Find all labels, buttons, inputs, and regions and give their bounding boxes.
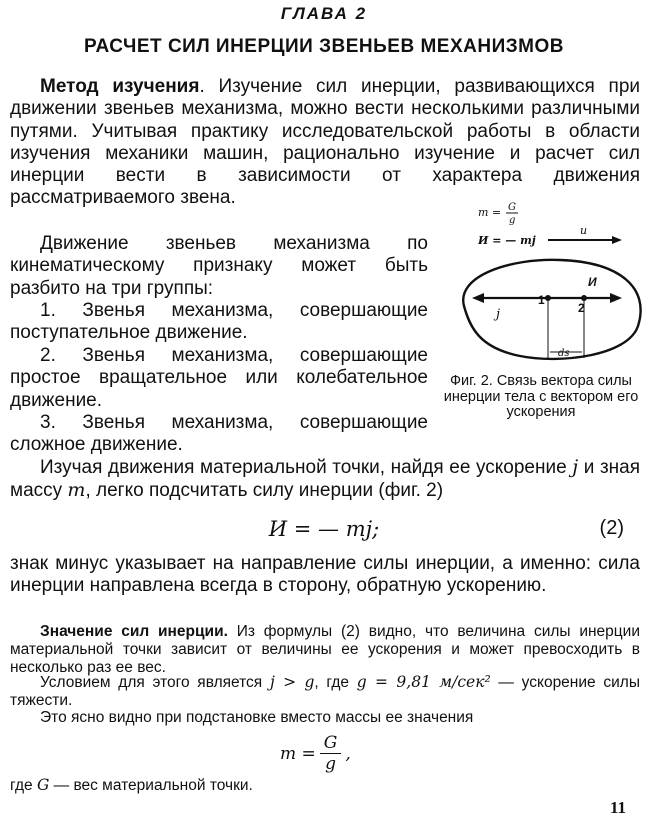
- intro-text: . Изучение сил инерции, развивающихся при движении звеньев механизма, можно вести несколькими различными путями. Учитывая практику исследовательской работы в области изучения механики машин, рационально изучение и расчет сил инерции вести в зависимости от характера движения рассматриваемого звена.: [10, 76, 641, 209]
- var-G: G: [36, 776, 50, 794]
- value-paragraph: [10, 623, 640, 677]
- formula-number: (2): [599, 517, 624, 539]
- formula-mass: [280, 733, 351, 774]
- study-text-3: , легко подсчитать силу инерции (фиг. 2): [85, 480, 444, 502]
- study-paragraph: [10, 456, 640, 503]
- fig-label-ds: ds: [558, 348, 570, 359]
- intro-paragraph: [10, 76, 640, 210]
- value-heading: Значение сил инерции.: [40, 623, 228, 640]
- fraction-denominator: g: [325, 754, 337, 774]
- fig-label-u: u: [580, 224, 588, 237]
- where-paragraph: [10, 776, 640, 795]
- fraction-numerator: G: [320, 733, 342, 754]
- movement-paragraph: Движение звеньев механизма по кинематическому признаку может быть разбито на три группы:: [10, 233, 428, 299]
- gravity-value: g = 9,81 м/сек²: [356, 673, 491, 691]
- formula-mass-tail: ,: [345, 743, 351, 764]
- fig-point-1: [545, 295, 551, 301]
- fraction: [320, 733, 342, 774]
- condition-text-3: — ускорение силы тяжести.: [10, 674, 640, 709]
- var-j: j: [572, 456, 579, 478]
- fig-label-2: 2: [578, 301, 585, 315]
- chapter-title: РАСЧЕТ СИЛ ИНЕРЦИИ ЗВЕНЬЕВ МЕХАНИЗМОВ: [84, 36, 564, 57]
- chapter-label: ГЛАВА 2: [280, 4, 368, 23]
- list-item-3: 3. Звенья механизма, совершающие сложное движение.: [10, 412, 428, 456]
- var-m: m: [67, 479, 86, 502]
- where-text-1: где: [10, 777, 37, 794]
- fig-label-i: И: [588, 275, 597, 289]
- intro-heading: Метод изучения: [40, 76, 200, 97]
- sign-paragraph: знак минус указывает на направление силы инерции, а именно: сила инерции направлена всегда в сторону, обратную ускорению.: [10, 553, 640, 597]
- value-text: Из формулы (2) видно, что величина силы инерции материальной точки зависит от величины ее ускорения и может превосходить в несколько раз ее вес.: [10, 623, 640, 676]
- study-text-2: и зная массу: [10, 457, 640, 502]
- condition-text-1: Условием для этого является: [40, 674, 270, 691]
- formula-inertia: И = — mj;: [268, 517, 380, 541]
- fig-formula-i: И = — mj: [478, 234, 536, 247]
- list-item-1: 1. Звенья механизма, совершающие поступательное движение.: [10, 300, 428, 344]
- fig-body-outline: [463, 260, 640, 359]
- list-item-2: 2. Звенья механизма, совершающие простое вращательное или колебательное движение.: [10, 345, 428, 411]
- figure-caption: Фиг. 2. Связь вектора силы инерции тела с вектором его ускорения: [443, 373, 639, 420]
- fig-formula-m: m =: [478, 206, 502, 219]
- condition-expr: j > g: [269, 673, 315, 691]
- substitution-paragraph: Это ясно видно при подстановке вместо массы ее значения: [40, 709, 474, 726]
- fig-formula-m-den: g: [509, 215, 516, 226]
- where-text-2: — вес материальной точки.: [49, 777, 253, 794]
- condition-paragraph: [10, 673, 640, 710]
- condition-text-2: , где: [314, 674, 357, 691]
- page-number: 11: [609, 798, 626, 817]
- fig-label-1: 1: [538, 293, 545, 307]
- formula-mass-lhs: m =: [280, 743, 316, 764]
- study-text-1: Изучая движения материальной точки, найдя ее ускорение: [40, 457, 573, 478]
- fig-formula-m-num: G: [508, 202, 516, 213]
- fig-label-j: j: [496, 307, 501, 322]
